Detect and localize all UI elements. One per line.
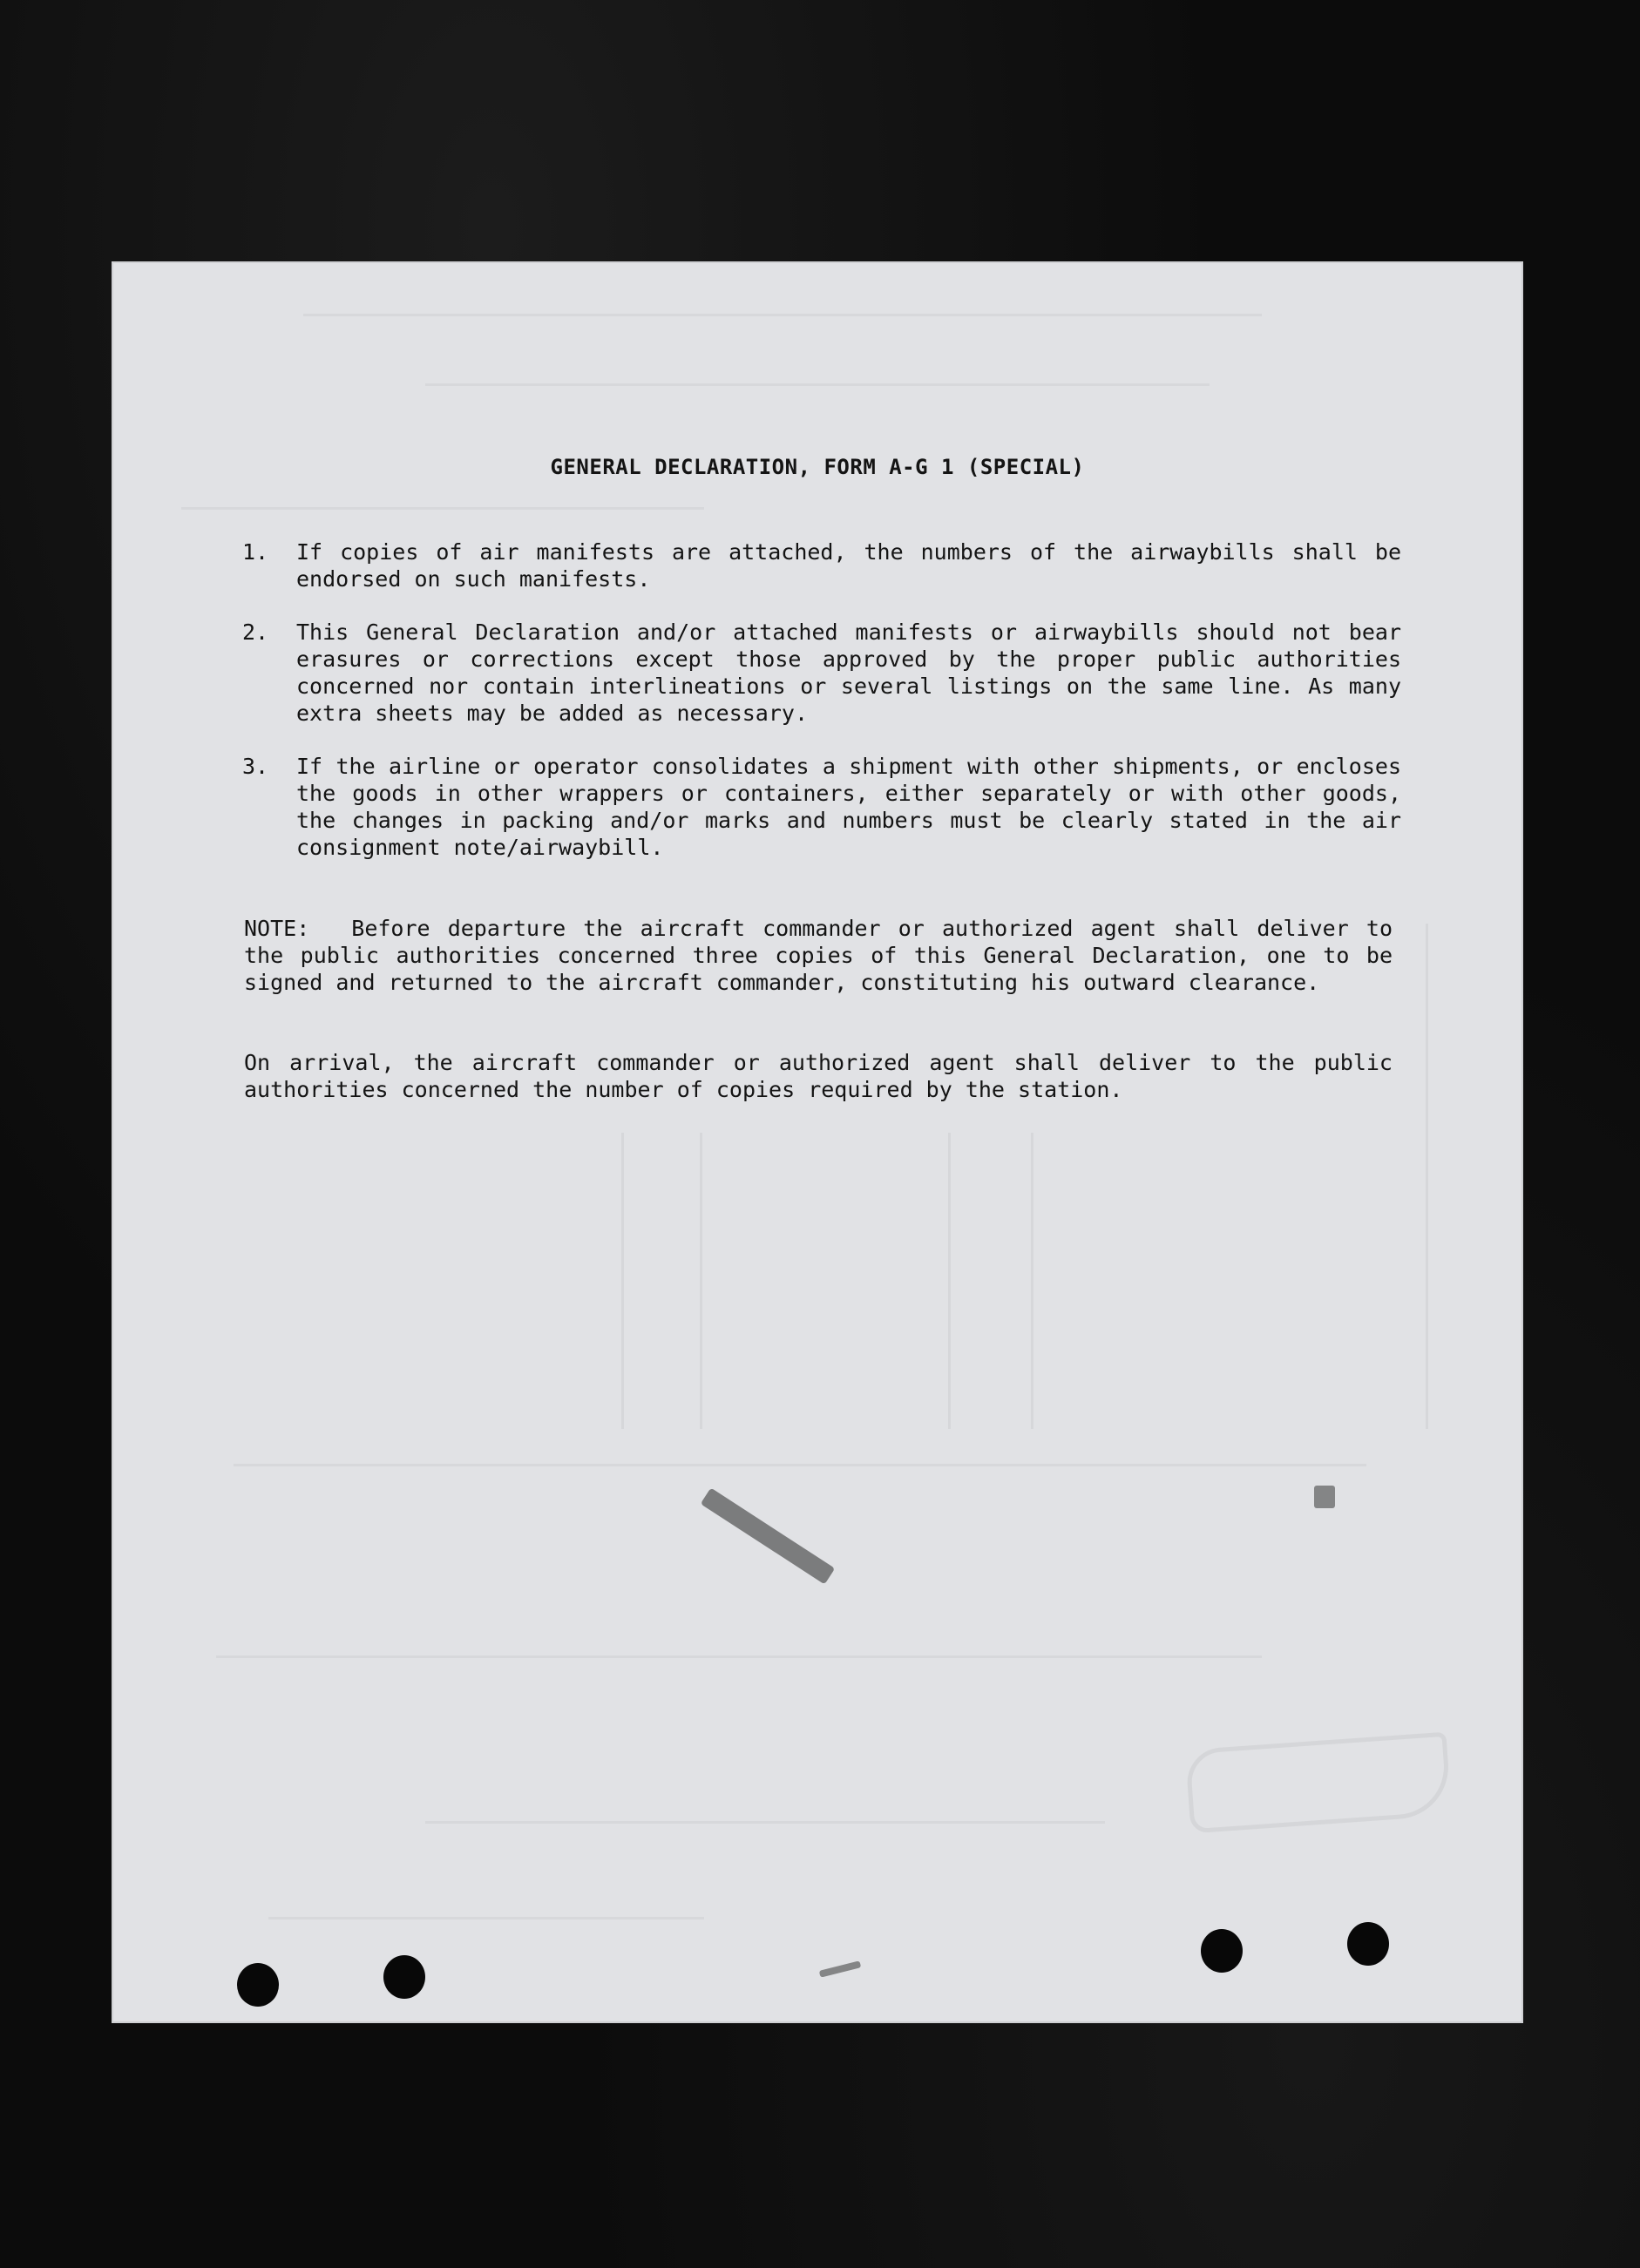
punch-hole <box>237 1963 279 2007</box>
item-text: This General Declaration and/or attached manifests or airwaybills should not bear erasures or corrections except those approved by the proper public authorities concerned nor contain interlineations or several listings on the same line. As many extra sheets may be added as necessary. <box>296 619 1401 726</box>
item-text: If copies of air manifests are attached, the numbers of the airwaybills shall be endorsed on such manifests. <box>296 539 1401 592</box>
note-label: NOTE: <box>244 916 310 941</box>
punch-hole <box>1347 1922 1389 1966</box>
note-text: Before departure the aircraft commander or authorized agent shall deliver to the public authorities concerned three copies of this General Declaration, one to be signed and returned to the aircraft commander, constituting his outward clearance. <box>244 916 1393 995</box>
instruction-item-1 <box>242 538 1401 592</box>
arrival-text: On arrival, the aircraft commander or authorized agent shall deliver to the public authorities concerned the number of copies required by the station. <box>244 1050 1393 1102</box>
punch-hole <box>383 1955 425 1999</box>
item-text: If the airline or operator consolidates a shipment with other shipments, or encloses the goods in other wrappers or containers, either separately or with other goods, the changes in packing and/or marks and numbers must be clearly stated in the air consignment note/airwaybill. <box>296 754 1401 860</box>
document-title: GENERAL DECLARATION, FORM A-G 1 (SPECIAL) <box>550 455 1085 479</box>
document-page <box>112 261 1523 2023</box>
instruction-item-2 <box>242 619 1401 727</box>
item-number: 3. <box>242 754 269 779</box>
document-content <box>112 261 1523 2023</box>
ink-smudge <box>1314 1486 1335 1508</box>
item-number: 1. <box>242 539 269 565</box>
departure-note <box>244 915 1393 996</box>
instruction-item-3 <box>242 753 1401 861</box>
item-number: 2. <box>242 619 269 645</box>
arrival-note <box>244 1049 1393 1103</box>
punch-hole <box>1201 1929 1243 1973</box>
